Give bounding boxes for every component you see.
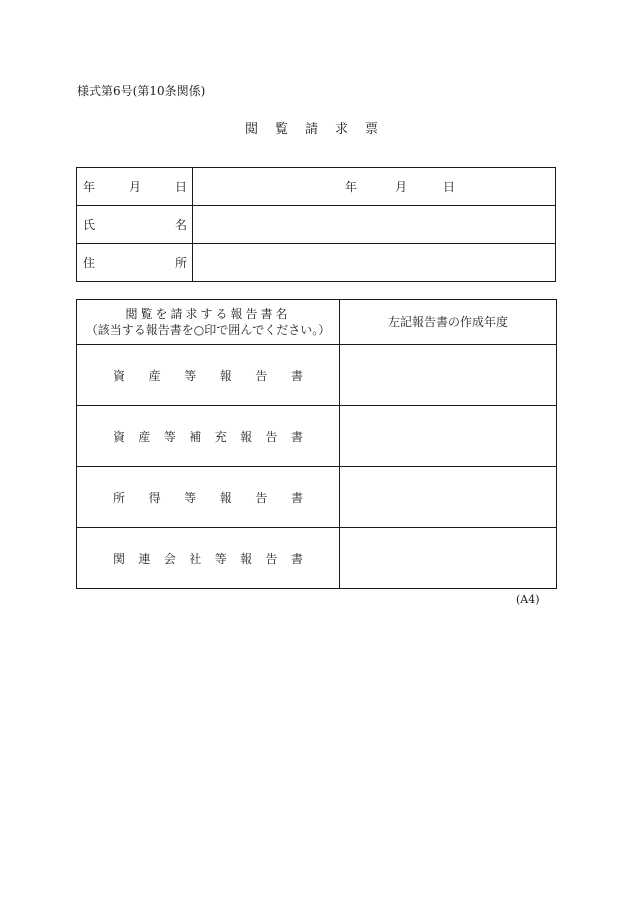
- fiscal-year-header: 左記報告書の作成年度: [340, 300, 557, 345]
- report-name-char: 資: [113, 429, 126, 444]
- address-row: [77, 244, 556, 282]
- date-label-day: 日: [174, 180, 187, 194]
- report-row: [77, 345, 557, 406]
- form-number: 様式第6号(第10条関係): [77, 84, 206, 98]
- date-value-year: 年: [344, 180, 357, 194]
- paper-size-note: (A4): [516, 593, 540, 606]
- report-name-char: 告: [255, 490, 268, 505]
- report-name-char: 会: [163, 551, 176, 566]
- date-label-cell: [77, 168, 193, 206]
- report-name-char: 等: [163, 429, 176, 444]
- address-field[interactable]: [193, 244, 556, 282]
- report-name-char: 告: [255, 368, 268, 383]
- page-title: 閲覧請求票: [244, 122, 395, 137]
- date-label-month: 月: [128, 180, 141, 194]
- report-name-text: [113, 428, 303, 445]
- report-header-row: [77, 300, 557, 345]
- requester-info-table: [76, 167, 556, 282]
- address-label-cell: [77, 244, 193, 282]
- report-name-char: 充: [214, 429, 227, 444]
- address-label-1: 住: [83, 256, 96, 270]
- report-name-text: [113, 489, 303, 506]
- report-name-char: 得: [148, 490, 161, 505]
- fiscal-year-field[interactable]: [340, 406, 557, 467]
- report-name-char: 書: [290, 551, 303, 566]
- name-label-2: 名: [174, 218, 187, 232]
- report-name-char: 連: [138, 551, 151, 566]
- report-name-char: 報: [240, 551, 253, 566]
- report-name-char: 関: [113, 551, 126, 566]
- report-name-header-line1: 閲覧を請求する報告書名: [125, 307, 291, 321]
- report-name-income[interactable]: [77, 467, 340, 528]
- report-name-affiliated-company[interactable]: [77, 528, 340, 589]
- fiscal-year-field[interactable]: [340, 467, 557, 528]
- date-field[interactable]: [193, 168, 556, 206]
- report-name-char: 書: [290, 368, 303, 383]
- report-name-char: 産: [148, 368, 161, 383]
- report-name-header: [77, 300, 340, 345]
- report-name-char: 資: [113, 368, 126, 383]
- report-name-char: 報: [219, 368, 232, 383]
- report-name-char: 書: [290, 429, 303, 444]
- name-field[interactable]: [193, 206, 556, 244]
- report-row: [77, 467, 557, 528]
- report-name-char: 報: [219, 490, 232, 505]
- report-name-char: 等: [184, 490, 197, 505]
- address-label-2: 所: [174, 256, 187, 270]
- report-name-char: 産: [138, 429, 151, 444]
- report-request-table: [76, 299, 557, 589]
- date-label-year: 年: [83, 180, 96, 194]
- report-name-asset-supplement[interactable]: [77, 406, 340, 467]
- report-name-char: 報: [240, 429, 253, 444]
- report-name-char: 所: [113, 490, 126, 505]
- report-name-char: 等: [184, 368, 197, 383]
- report-name-header-line2: （該当する報告書を○印で囲んでください。）: [85, 323, 331, 337]
- report-name-text: [113, 367, 303, 384]
- date-row: [77, 168, 556, 206]
- fiscal-year-field[interactable]: [340, 345, 557, 406]
- report-name-asset[interactable]: [77, 345, 340, 406]
- date-value-month: 月: [394, 180, 407, 194]
- report-name-char: 補: [189, 429, 202, 444]
- name-row: [77, 206, 556, 244]
- report-name-char: 社: [189, 551, 202, 566]
- name-label-1: 氏: [83, 218, 96, 232]
- report-name-char: 告: [265, 429, 278, 444]
- report-row: [77, 528, 557, 589]
- name-label-cell: [77, 206, 193, 244]
- fiscal-year-field[interactable]: [340, 528, 557, 589]
- date-value-day: 日: [442, 180, 455, 194]
- report-row: [77, 406, 557, 467]
- report-name-char: 告: [265, 551, 278, 566]
- report-name-text: [113, 550, 303, 567]
- report-name-char: 等: [214, 551, 227, 566]
- report-name-char: 書: [290, 490, 303, 505]
